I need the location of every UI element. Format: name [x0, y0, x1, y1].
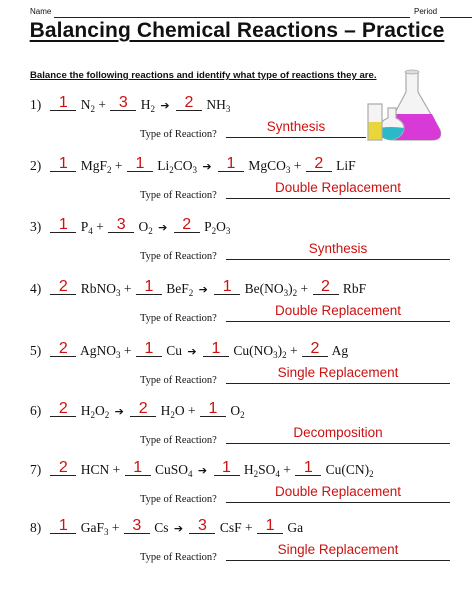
coefficient-input[interactable]: 2 [50, 402, 76, 417]
coefficient-input[interactable]: 3 [110, 96, 136, 111]
arrow-icon: ➔ [202, 160, 212, 173]
arrow-icon: ➔ [114, 405, 124, 418]
coefficient-input[interactable]: 1 [136, 280, 162, 295]
coefficient-input[interactable]: 1 [214, 461, 240, 476]
period-label: Period [414, 7, 438, 16]
reaction-type-input[interactable]: Single Replacement [226, 365, 450, 384]
problem-number: 3) [30, 219, 42, 234]
period-field[interactable] [440, 17, 472, 18]
problem-number: 5) [30, 343, 42, 358]
page-title: Balancing Chemical Reactions – Practice [29, 19, 445, 42]
arrow-icon: ➔ [198, 283, 208, 296]
coefficient-input[interactable]: 2 [174, 218, 200, 233]
coefficient-input[interactable]: 1 [203, 342, 229, 357]
problem-7: 7) 2 HCN + 1 CuSO$_4$ ➔ 1 $H_2SO_4$ + 1 $Cu(CN)_2$ Type of Reaction? Double Replacement [30, 459, 450, 519]
reaction-type-input[interactable]: Synthesis [226, 241, 450, 260]
coefficient-input[interactable]: 3 [124, 519, 150, 534]
problem-3: 3) 1 $P_4$ + 3 $O_2$ ➔ 2 $P_2O_3$ Type of Reaction? Synthesis [30, 216, 450, 276]
coefficient-input[interactable]: 2 [313, 280, 339, 295]
problem-number: 1) [30, 97, 42, 112]
reaction-type-input[interactable]: Double Replacement [226, 303, 450, 322]
problem-8: 8) 1 GaF$_3$ + 3 Cs ➔ 3 CsF + 1 Ga Type of Reaction? Single Replacement [30, 517, 450, 577]
header [30, 5, 450, 19]
problem-number: 4) [30, 281, 42, 296]
coefficient-input[interactable]: 1 [127, 157, 153, 172]
coefficient-input[interactable]: 1 [136, 342, 162, 357]
coefficient-input[interactable]: 2 [302, 342, 328, 357]
coefficient-input[interactable]: 1 [218, 157, 244, 172]
coefficient-input[interactable]: 3 [189, 519, 215, 534]
reaction-type-input[interactable]: Double Replacement [226, 180, 450, 199]
reaction-type-input[interactable]: Double Replacement [226, 484, 450, 503]
coefficient-input[interactable]: 1 [50, 96, 76, 111]
coefficient-input[interactable]: 1 [125, 461, 151, 476]
coefficient-input[interactable]: 1 [200, 402, 226, 417]
problem-1: 1) 1 $N_2$ + 3 $H_2$ ➔ 2 $NH_3$ Type of Reaction? Synthesis [30, 94, 450, 154]
coefficient-input[interactable]: 1 [50, 157, 76, 172]
name-label: Name [30, 7, 52, 16]
coefficient-input[interactable]: 1 [295, 461, 321, 476]
problem-number: 6) [30, 403, 42, 418]
problem-number: 2) [30, 158, 42, 173]
problem-5: 5) 2 AgNO$_3$ + 1 Cu ➔ 1 $Cu(NO_3)_2$ + 2 Ag Type of Reaction? Single Replacement [30, 340, 450, 400]
arrow-icon: ➔ [173, 522, 184, 535]
coefficient-input[interactable]: 2 [50, 280, 76, 295]
coefficient-input[interactable]: 2 [50, 461, 76, 476]
coefficient-input[interactable]: 1 [50, 519, 76, 534]
arrow-icon: ➔ [158, 221, 168, 234]
coefficient-input[interactable]: 3 [108, 218, 134, 233]
coefficient-input[interactable]: 2 [176, 96, 202, 111]
reaction-type-input[interactable]: Single Replacement [226, 542, 450, 561]
arrow-icon: ➔ [160, 99, 170, 112]
problem-number: 7) [30, 462, 42, 477]
arrow-icon: ➔ [187, 345, 197, 358]
name-field[interactable] [54, 17, 410, 18]
coefficient-input[interactable]: 2 [130, 402, 156, 417]
problem-number: 8) [30, 520, 42, 535]
reaction-type-input[interactable]: Synthesis [226, 119, 366, 138]
problem-6: 6) 2 $H_2O_2$ ➔ 2 $H_2O$ + 1 $O_2$ Type of Reaction? Decomposition [30, 400, 450, 460]
coefficient-input[interactable]: 2 [306, 157, 332, 172]
instructions: Balance the following reactions and identify what type of reactions they are. [30, 70, 377, 81]
coefficient-input[interactable]: 1 [257, 519, 283, 534]
arrow-icon: ➔ [197, 464, 208, 477]
problem-2: 2) 1 MgF$_2$ + 1 $Li_2CO_3$ ➔ 1 MgCO$_3$ + 2 LiF Type of Reaction? Double Replacement [30, 155, 450, 215]
reaction-type-input[interactable]: Decomposition [226, 425, 450, 444]
coefficient-input[interactable]: 1 [214, 280, 240, 295]
coefficient-input[interactable]: 1 [50, 218, 76, 233]
problem-4: 4) 2 RbNO$_3$ + 1 BeF$_2$ ➔ 1 $Be(NO_3)_2$ + 2 RbF Type of Reaction? Double Replacement [30, 278, 450, 338]
coefficient-input[interactable]: 2 [50, 342, 76, 357]
